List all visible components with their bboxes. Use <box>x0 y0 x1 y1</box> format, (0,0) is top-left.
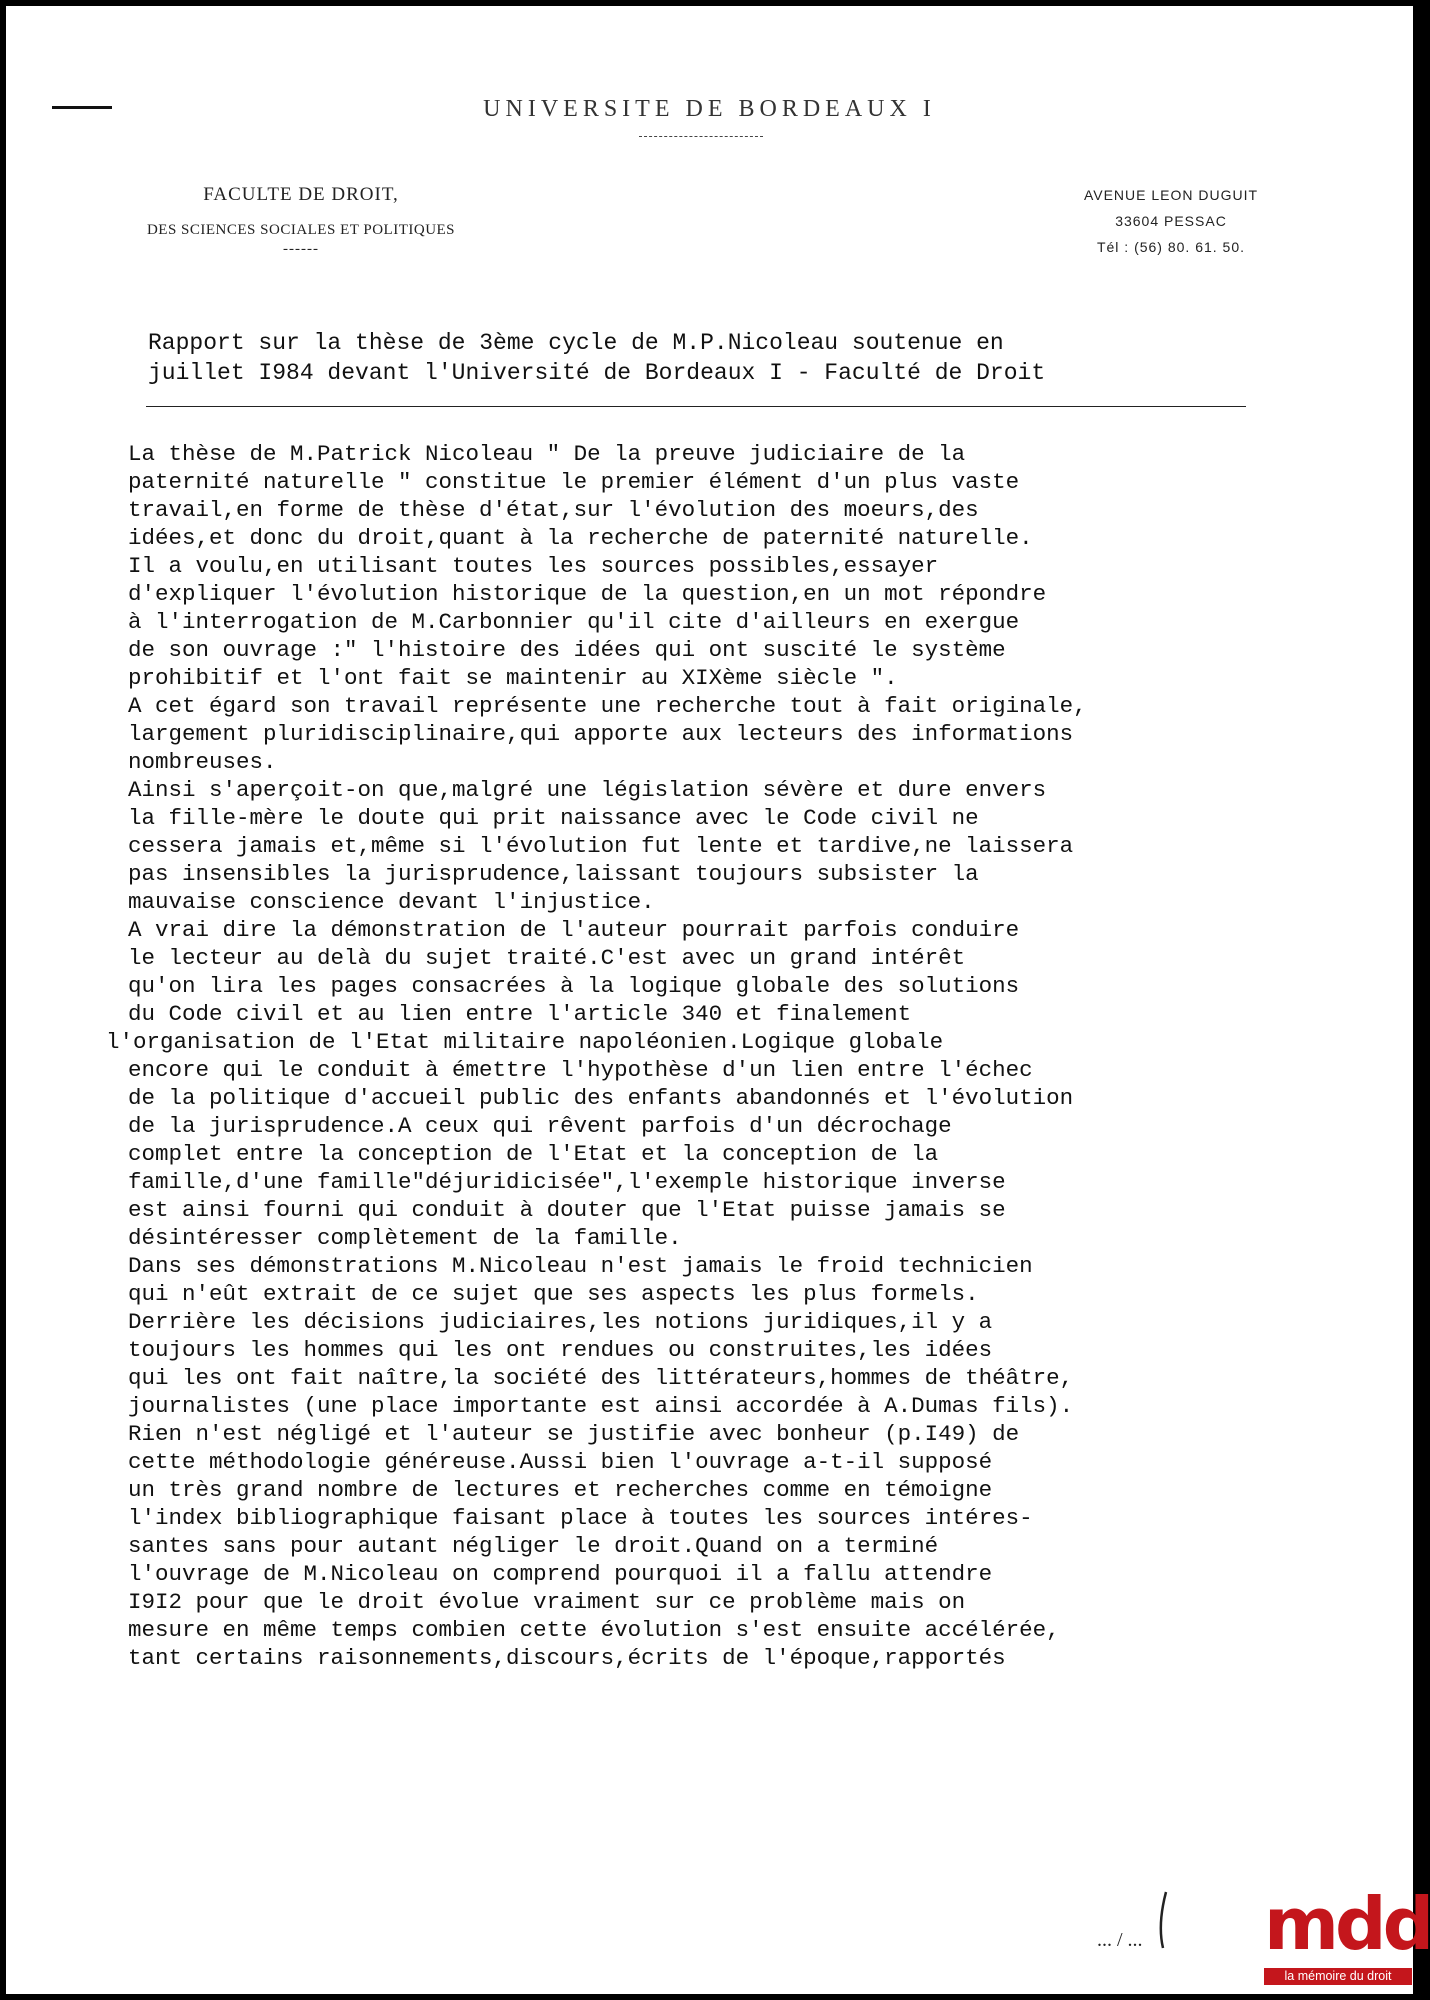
body-line: qu'on lira les pages consacrées à la logique globale des solutions <box>128 973 1020 999</box>
body-line: nombreuses. <box>128 749 277 775</box>
body-line: Il a voulu,en utilisant toutes les sources possibles,essayer <box>128 553 939 579</box>
title-rule <box>146 406 1246 407</box>
body-line: Derrière les décisions judiciaires,les notions juridiques,il y a <box>128 1309 993 1335</box>
body-line: mauvaise conscience devant l'injustice. <box>128 889 655 915</box>
body-line: le lecteur au delà du sujet traité.C'est avec un grand intérêt <box>128 945 966 971</box>
faculty-block <box>106 184 496 258</box>
body-line: du Code civil et au lien entre l'article 340 et finalement <box>128 1001 912 1027</box>
body-line: de la politique d'accueil public des enfants abandonnés et l'évolution <box>128 1085 1074 1111</box>
logo-letters: mdd <box>1264 1882 1430 1966</box>
body-line: famille,d'une famille"déjuridicisée",l'exemple historique inverse <box>128 1169 1006 1195</box>
address-block <box>1046 182 1296 260</box>
body-line: pas insensibles la jurisprudence,laissant toujours subsister la <box>128 861 979 887</box>
mdd-logo <box>1264 1882 1430 1989</box>
body-line: encore qui le conduit à émettre l'hypothèse d'un lien entre l'échec <box>128 1057 1033 1083</box>
address-phone: Tél : (56) 80. 61. 50. <box>1096 239 1246 255</box>
body-line: cette méthodologie généreuse.Aussi bien l'ouvrage a-t-il supposé <box>128 1449 993 1475</box>
body-line: mesure en même temps combien cette évolution s'est ensuite accélérée, <box>128 1617 1060 1643</box>
body-line: qui n'eût extrait de ce sujet que ses aspects les plus formels. <box>128 1281 979 1307</box>
body-line: l'organisation de l'Etat militaire napoléonien.Logique globale <box>106 1029 944 1055</box>
body-line: est ainsi fourni qui conduit à douter que l'Etat puisse jamais se <box>128 1197 1006 1223</box>
body-line: désintéresser complètement de la famille. <box>128 1225 682 1251</box>
body-line: largement pluridisciplinaire,qui apporte aux lecteurs des informations <box>128 721 1074 747</box>
body-line: A vrai dire la démonstration de l'auteur pourrait parfois conduire <box>128 917 1020 943</box>
body-line: A cet égard son travail représente une recherche tout à fait originale, <box>128 693 1087 719</box>
page-mark-text: ... / ... <box>1097 1929 1143 1951</box>
body-line: à l'interrogation de M.Carbonnier qu'il cite d'ailleurs en exergue <box>128 609 1020 635</box>
body-line: un très grand nombre de lectures et recherches comme en témoigne <box>128 1477 993 1503</box>
body-line: Ainsi s'aperçoit-on que,malgré une législation sévère et dure envers <box>128 777 1047 803</box>
report-title-line: juillet I984 devant l'Université de Bordeaux I - Faculté de Droit <box>148 360 1046 386</box>
body-line: cessera jamais et,même si l'évolution fut lente et tardive,ne laissera <box>128 833 1074 859</box>
body-line: tant certains raisonnements,discours,écrits de l'époque,rapportés <box>128 1645 1006 1671</box>
body-line: d'expliquer l'évolution historique de la question,en un mot répondre <box>128 581 1047 607</box>
body-line: Dans ses démonstrations M.Nicoleau n'est jamais le froid technicien <box>128 1253 1033 1279</box>
address-street: AVENUE LEON DUGUIT <box>1083 187 1259 203</box>
body-line: complet entre la conception de l'Etat et la conception de la <box>128 1141 939 1167</box>
address-city: 33604 PESSAC <box>1115 213 1227 229</box>
body-line: la fille-mère le doute qui prit naissance avec le Code civil ne <box>128 805 979 831</box>
body-line: journalistes (une place importante est ainsi accordée à A.Dumas fils). <box>128 1393 1074 1419</box>
university-underline <box>639 136 763 137</box>
body-line: La thèse de M.Patrick Nicoleau " De la preuve judiciaire de la <box>128 441 966 467</box>
body-line: de son ouvrage :" l'histoire des idées qui ont suscité le système <box>128 637 1006 663</box>
body-line: toujours les hommes qui les ont rendues ou construites,les idées <box>128 1337 993 1363</box>
faculty-dash: ------ <box>283 241 319 257</box>
report-title <box>148 328 1268 388</box>
body-line: de la jurisprudence.A ceux qui rêvent parfois d'un décrochage <box>128 1113 952 1139</box>
body-line: santes sans pour autant négliger le droit.Quand on a terminé <box>128 1533 939 1559</box>
report-body <box>106 440 1388 1672</box>
body-line: Rien n'est négligé et l'auteur se justifie avec bonheur (p.I49) de <box>128 1421 1020 1447</box>
university-name: UNIVERSITE DE BORDEAUX I <box>483 96 936 122</box>
report-title-line: Rapport sur la thèse de 3ème cycle de M.P.Nicoleau soutenue en <box>148 330 1004 356</box>
faculty-name: FACULTE DE DROIT, <box>203 184 399 205</box>
body-line: paternité naturelle " constitue le premier élément d'un plus vaste <box>128 469 1020 495</box>
body-line: idées,et donc du droit,quant à la recherche de paternité naturelle. <box>128 525 1033 551</box>
body-line: prohibitif et l'ont fait se maintenir au XIXème siècle ". <box>128 665 898 691</box>
page-continuation-mark <box>1091 1886 1231 1956</box>
body-line: qui les ont fait naître,la société des littérateurs,hommes de théâtre, <box>128 1365 1074 1391</box>
body-line: l'ouvrage de M.Nicoleau on comprend pourquoi il a fallu attendre <box>128 1561 993 1587</box>
body-line: l'index bibliographique faisant place à toutes les sources intéres- <box>128 1505 1033 1531</box>
body-line: I9I2 pour que le droit évolue vraiment sur ce problème mais on <box>128 1589 966 1615</box>
logo-tagline: la mémoire du droit <box>1264 1968 1412 1985</box>
faculty-subtitle: DES SCIENCES SOCIALES ET POLITIQUES <box>146 222 456 238</box>
document-page <box>6 6 1430 1994</box>
body-line: travail,en forme de thèse d'état,sur l'évolution des moeurs,des <box>128 497 979 523</box>
